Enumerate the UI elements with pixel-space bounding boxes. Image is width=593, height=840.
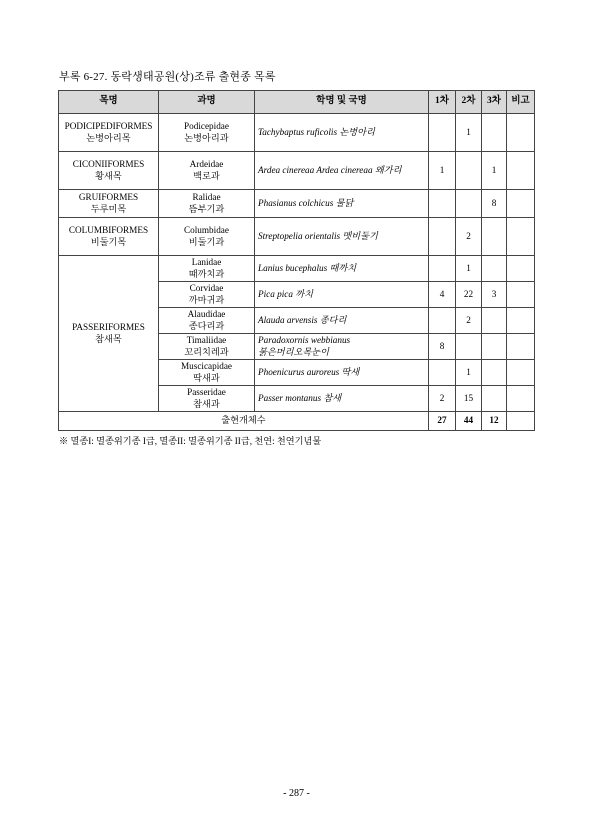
survey-3-cell: 1	[482, 152, 507, 190]
order-ko: 참새목	[95, 333, 122, 344]
survey-1-cell: 2	[429, 386, 456, 412]
family-cell	[159, 114, 255, 152]
order-en: CICONIIFORMES	[72, 159, 145, 169]
header-row	[59, 91, 535, 114]
remark-cell	[507, 334, 535, 360]
remark-cell	[507, 190, 535, 218]
family-cell	[159, 386, 255, 412]
survey-3-cell	[482, 308, 507, 334]
order-ko: 두루미목	[90, 203, 127, 214]
table-row	[59, 256, 535, 282]
order-cell	[59, 114, 159, 152]
survey-1-cell	[429, 114, 456, 152]
remark-cell	[507, 114, 535, 152]
family-cell	[159, 334, 255, 360]
header-family: 과명	[159, 91, 255, 114]
table-caption: 부록 6-27. 동락생태공원(상)조류 출현종 목록	[59, 71, 276, 83]
family-en: Ardeidae	[189, 159, 224, 169]
survey-1-cell: 4	[429, 282, 456, 308]
survey-2-cell	[456, 334, 482, 360]
species-cell: Ardea cinereaa Ardea cinereaa 왜가리	[255, 152, 429, 190]
survey-2-cell: 22	[456, 282, 482, 308]
survey-1-cell	[429, 360, 456, 386]
order-cell	[59, 256, 159, 412]
survey-2-cell	[456, 190, 482, 218]
family-ko: 비둘기과	[188, 236, 225, 247]
family-cell	[159, 256, 255, 282]
survey-1-cell	[429, 308, 456, 334]
header-survey-3: 3차	[482, 91, 507, 114]
order-cell	[59, 152, 159, 190]
survey-2-cell: 1	[456, 256, 482, 282]
remark-cell	[507, 386, 535, 412]
footnote: ※ 멸종I: 멸종위기종 I급, 멸종II: 멸종위기종 II급, 천연: 천연기념물	[59, 436, 322, 446]
header-remark: 비고	[507, 91, 535, 114]
family-cell	[159, 308, 255, 334]
survey-2-cell	[456, 152, 482, 190]
survey-3-cell	[482, 256, 507, 282]
species-scientific-name: Paradoxornis webbianus	[258, 335, 351, 345]
bird-species-table	[58, 90, 535, 431]
page-number: - 287 -	[283, 788, 310, 799]
table-row	[59, 218, 535, 256]
total-survey-3: 12	[482, 412, 507, 431]
family-ko: 뜸부기과	[188, 203, 225, 214]
species-korean-name: 붉은머리오목눈이	[258, 346, 330, 357]
order-ko: 비둘기목	[90, 236, 127, 247]
family-en: Muscicapidae	[180, 361, 233, 371]
remark-cell	[507, 256, 535, 282]
header-survey-1: 1차	[429, 91, 456, 114]
survey-3-cell: 3	[482, 282, 507, 308]
remark-cell	[507, 218, 535, 256]
survey-2-cell: 15	[456, 386, 482, 412]
species-cell: Phoenicurus auroreus 딱새	[255, 360, 429, 386]
family-cell	[159, 190, 255, 218]
survey-3-cell	[482, 114, 507, 152]
survey-2-cell: 2	[456, 218, 482, 256]
family-en: Timaliidae	[186, 335, 227, 345]
survey-1-cell	[429, 218, 456, 256]
survey-2-cell: 1	[456, 114, 482, 152]
species-cell: Streptopelia orientalis 멧비둘기	[255, 218, 429, 256]
family-cell	[159, 360, 255, 386]
family-en: Columbidae	[184, 225, 229, 235]
table-row	[59, 190, 535, 218]
remark-cell	[507, 282, 535, 308]
family-cell	[159, 282, 255, 308]
family-en: Podicepidae	[184, 121, 229, 131]
table-row	[59, 114, 535, 152]
total-label: 출현개체수	[59, 412, 429, 431]
survey-3-cell: 8	[482, 190, 507, 218]
order-en: GRUIFORMES	[78, 192, 139, 202]
family-en: Ralidae	[192, 192, 221, 202]
species-cell: Alauda arvensis 종다리	[255, 308, 429, 334]
order-ko: 황새목	[95, 170, 122, 181]
species-cell: Lanius bucephalus 때까치	[255, 256, 429, 282]
family-ko: 참새과	[193, 398, 220, 409]
family-ko: 딱새과	[193, 372, 220, 383]
order-cell	[59, 218, 159, 256]
total-survey-1: 27	[429, 412, 456, 431]
order-en: PODICIPEDIFORMES	[64, 121, 153, 131]
family-cell	[159, 152, 255, 190]
survey-2-cell: 2	[456, 308, 482, 334]
survey-1-cell: 1	[429, 152, 456, 190]
family-ko: 꼬리치레과	[184, 346, 229, 357]
survey-3-cell	[482, 360, 507, 386]
family-ko: 백로과	[193, 170, 220, 181]
survey-3-cell	[482, 386, 507, 412]
family-ko: 때까치과	[188, 268, 225, 279]
header-species: 학명 및 국명	[255, 91, 429, 114]
species-cell: Passer montanus 참새	[255, 386, 429, 412]
survey-1-cell: 8	[429, 334, 456, 360]
family-ko: 논병아리과	[184, 132, 229, 143]
table-row	[59, 152, 535, 190]
family-cell	[159, 218, 255, 256]
family-en: Lanidae	[191, 257, 222, 267]
species-cell	[255, 334, 429, 360]
order-en: PASSERIFORMES	[72, 322, 145, 332]
family-en: Corvidae	[189, 283, 224, 293]
family-en: Alaudidae	[187, 309, 226, 319]
total-survey-2: 44	[456, 412, 482, 431]
header-survey-2: 2차	[456, 91, 482, 114]
survey-3-cell	[482, 334, 507, 360]
species-cell: Pica pica 까치	[255, 282, 429, 308]
survey-2-cell: 1	[456, 360, 482, 386]
total-row	[59, 412, 535, 431]
survey-3-cell	[482, 218, 507, 256]
family-en: Passeridae	[187, 387, 226, 397]
header-order: 목명	[59, 91, 159, 114]
order-cell	[59, 190, 159, 218]
survey-1-cell	[429, 256, 456, 282]
order-ko: 논병아리목	[86, 132, 131, 143]
remark-cell	[507, 152, 535, 190]
survey-1-cell	[429, 190, 456, 218]
species-cell: Tachybaptus ruficolis 논병아리	[255, 114, 429, 152]
family-ko: 까마귀과	[188, 294, 225, 305]
species-cell: Phasianus colchicus 물닭	[255, 190, 429, 218]
order-en: COLUMBIFORMES	[68, 225, 149, 235]
remark-cell	[507, 308, 535, 334]
family-ko: 종다리과	[188, 320, 225, 331]
total-remark	[507, 412, 535, 431]
remark-cell	[507, 360, 535, 386]
